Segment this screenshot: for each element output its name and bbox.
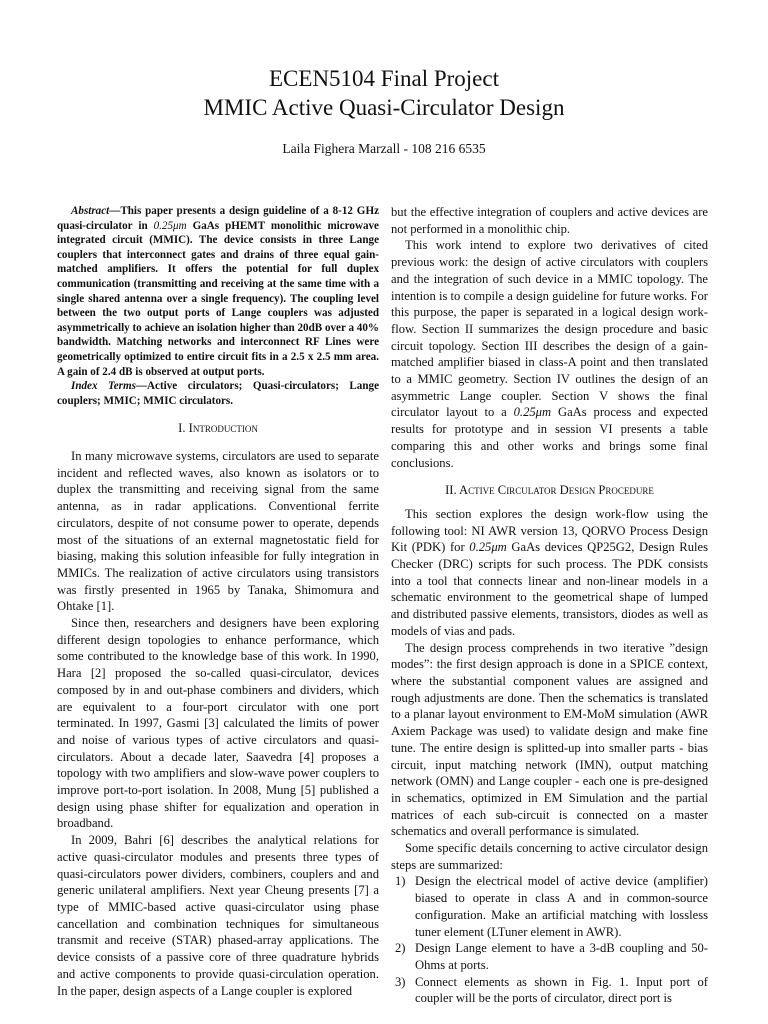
- abstract-label: Abstract: [71, 205, 110, 217]
- intro-paragraph-2: Since then, researchers and designers have been exploring different design topologies to enhance performance, which some contributed to the knowledge base of this work. In 1990, Hara [2] proposed the so-called quasi-circulator, devices composed by in and out-phase combiners and dividers, which are equivalent to a four-port circulator with one port terminated. In 1997, Gasmi [3] calculated the limits of power and noise of various types of active circulators and quasi-circulators. About a decade later, Saavedra [4] proposes a topology with two amplifiers and slow-wave power couplers to improve port-to-port isolation. In 2008, Mung [5] published a design using phase shifter for equalization and operation in broadband.: [57, 616, 379, 831]
- abstract: [57, 204, 379, 379]
- design-paragraph-1: [391, 506, 708, 640]
- intro-p4-math: 0.25μm: [513, 405, 552, 420]
- intro-p4-text-a: This work intend to explore two derivatives of cited previous work: the design of active circulators with couplers and the integration of such device in a MMIC topology. The intention is to compile a design guideline for future works. For this purpose, the paper is separated in a logical design work-flow. Section II summarizes the design procedure and basic circuit topology. Section III describes the design of a gain-matched amplifier biased in class-A point and then translated to a MMIC geometry. Section IV outlines the design of an asymmetric Lange coupler. Section V shows the final circulator layout to a: [391, 238, 708, 420]
- list-item: [391, 974, 708, 1007]
- intro-paragraph-3-continued: but the effective integration of couplers and active devices are not performed in a monolithic chip.: [391, 205, 708, 236]
- author-line: Laila Fighera Marzall - 108 216 6535: [282, 141, 486, 156]
- index-terms-label: Index Terms: [71, 380, 136, 393]
- design-p1-math: 0.25μm: [469, 540, 507, 555]
- abstract-text-a: —This paper presents a design guideline of a 8-12 GHz quasi-circulator in: [57, 205, 379, 232]
- design-p1-text-b: GaAs devices QP25G2, Design Rules Checker (DRC) scripts for such process. The PDK consists into a tool that connects linear and non-linear models in a schematic environment to the geometrical shape of lumped and distributed passive elements, transistors, diodes as well as models of vias and pads.: [391, 540, 708, 638]
- index-terms: [57, 379, 379, 408]
- list-item-text: Design Lange element to have a 3-dB coupling and 50-Ohms at ports.: [415, 941, 708, 972]
- intro-paragraph-3: In 2009, Bahri [6] describes the analytical relations for active quasi-circulator modules and presents three types of quasi-circulators power dividers, combiners, couplers and and generic unilateral amplifiers. Next year Cheung presents [7] a type of MMIC-based active quasi-circulator using phase cancellation and combination techniques for simultaneous transmit and receive (STAR) phased-array applications. The device consists of a passive core of three quadrature hybrids and active components to provide quasi-circulation operation. In the paper, design aspects of a Lange coupler is explored: [57, 833, 379, 998]
- right-column: [391, 204, 708, 1007]
- paper-title-line-2: MMIC Active Quasi-Circulator Design: [203, 95, 565, 120]
- intro-paragraph-1: In many microwave systems, circulators are used to separate incident and reflected waves, also known as isolators or to duplex the transmitting and receiving signal from the same antenna, as in radar applications. Conventional ferrite circulators, despite of not consume power to operate, depends most of the situations of an external magnetostatic field for biasing, making this solution infeasible for fully integration in MMICs. The realization of active circulators using transistors was firstly presented in 1965 by Tanaka, Shimomura and Ohtake [1].: [57, 449, 379, 614]
- design-paragraph-2: The design process comprehends in two iterative ”design modes”: the first design approach is done in a SPICE context, where the substantial component values are assigned and rough adjustments are done. Then the schematics is translated to a planar layout environment to EM-MoM simulation (AWR Axiem Package was used) to validate design and make fine tune. The entire design is splitted-up into smaller parts - bias circuit, input matching network (IMN), output matching network (OMN) and Lange coupler - each one is pre-designed in schematics, optimized in EM Simulation and the partial matrices of each sub-circuit is connected on a master schematics and overall performance is simulated.: [391, 640, 708, 839]
- section-heading-introduction: I. Introduction: [178, 421, 258, 436]
- design-steps-list: [391, 873, 708, 1007]
- index-terms-text: —Active circulators; Quasi-circulators; Lange couplers; MMIC; MMIC circulators.: [57, 380, 379, 407]
- left-column: [57, 204, 379, 999]
- paper-title-line-1: ECEN5104 Final Project: [269, 66, 499, 91]
- list-item-number: 1): [395, 874, 406, 889]
- intro-p4-text-b: GaAs process and expected results for prototype and in session VI presents a table comparing this and other works and brings some final conclusions.: [391, 405, 708, 470]
- design-p1-text-a: This section explores the design work-flow using the following tool: NI AWR version 13, QORVO Process Design Kit (PDK) for: [391, 506, 708, 555]
- design-paragraph-3: Some specific details concerning to active circulator design steps are summarized:: [391, 841, 708, 872]
- section-heading-design-procedure: II. Active Circulator Design Procedure: [445, 483, 654, 498]
- list-item: [391, 873, 708, 940]
- list-item-number: 3): [395, 974, 406, 989]
- list-item-text: Design the electrical model of active device (amplifier) biased to operate in class A and in common-source configuration. Make an artificial matching with lossless tuner element (LTuner element in AWR).: [415, 874, 708, 939]
- list-item-number: 2): [395, 941, 406, 956]
- abstract-math: 0.25μm: [153, 219, 187, 232]
- list-item: [391, 940, 708, 973]
- paper-header: [0, 64, 768, 157]
- abstract-text-b: GaAs pHEMT monolithic microwave integrated circuit (MMIC). The device consists in three Lange couplers that interconnect gates and drains of three equal gain-matched amplifiers. It offers the potential for full duplex communication (transmitting and receiving at the same time with a single shared antenna over a single frequency). The coupling level between the two output ports of Lange couplers was adjusted asymmetrically to achieve an isolation higher than 20dB over a 40% bandwidth. Matching networks and interconnect RF Lines were geometrically optimized to entire circuit fits in a 2.5 x 2.5 mm area. A gain of 2.4 dB is observed at output ports.: [57, 219, 379, 378]
- intro-paragraph-4: [391, 237, 708, 471]
- list-item-text: Connect elements as shown in Fig. 1. Input port of coupler will be the ports of circulator, direct port is: [415, 974, 708, 1006]
